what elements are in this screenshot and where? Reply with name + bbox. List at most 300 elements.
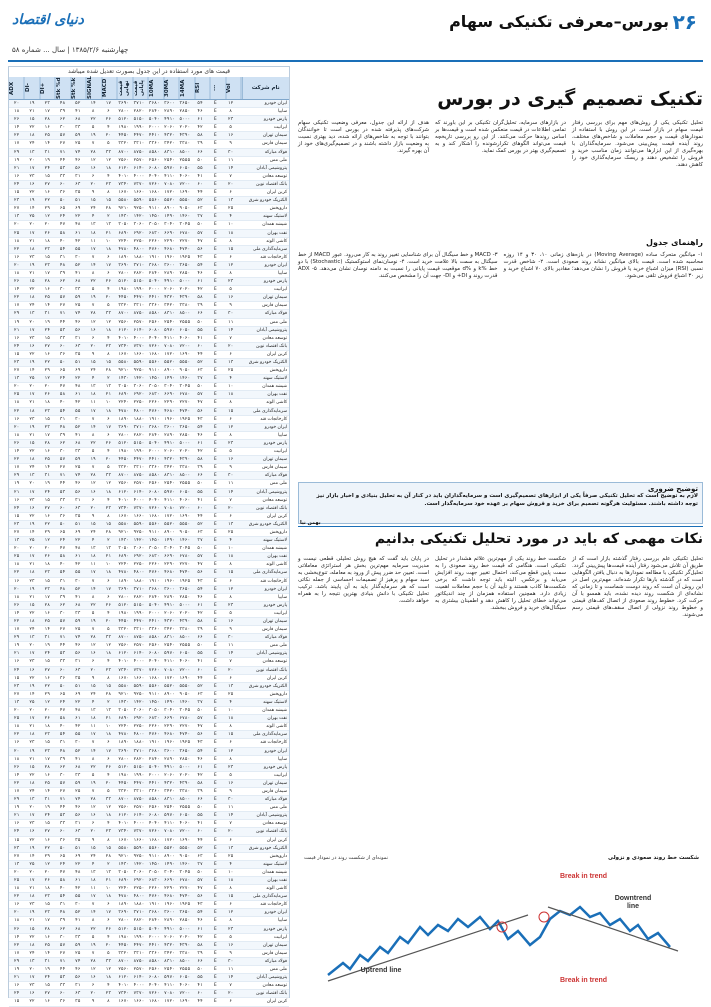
table-cell: ۵۸ — [197, 295, 203, 301]
table-cell: ۱۹ — [90, 942, 96, 948]
table-cell: ۶ — [229, 675, 232, 681]
table-cell: ۵۰ — [197, 481, 203, 487]
table-cell: ۲۲۷۰ — [179, 400, 191, 406]
table-cell: ۱۶ — [44, 675, 50, 681]
table-cell: ۸ — [91, 432, 95, 438]
table-cell: ۵۵ — [75, 246, 81, 252]
table-cell: ۱۵ — [44, 335, 50, 341]
table-cell: لاستیک‌ سهند — [263, 214, 288, 220]
table-cell: ۴۰۶۰ — [179, 983, 191, 989]
table-cell: ۲۲ — [29, 675, 35, 681]
table-cell: E — [213, 554, 217, 560]
table-cell: ۳۵ — [75, 190, 81, 196]
table-cell: بانک‌ اقتصاد نوین — [256, 667, 288, 673]
table-cell: ۴۰۴۰ — [148, 659, 160, 665]
table-cell: ۵۱۵۰ — [133, 602, 145, 608]
table-cell: ۴۰۴۰ — [148, 173, 160, 179]
table-cell: ۲۵ — [227, 368, 234, 374]
table-cell: ۲۴ — [59, 861, 66, 867]
table-cell: ۲۰ — [29, 319, 35, 325]
table-cell: E — [213, 416, 217, 422]
table-cell: ۲۷ — [13, 529, 20, 535]
table-cell: ۲۳ — [44, 101, 50, 106]
table-cell: ۳۰۵۰ — [118, 222, 130, 228]
table-cell: ۵۷ — [59, 133, 66, 139]
table-cell: ۲۱ — [29, 270, 35, 276]
table-cell: ۹۱۱۰ — [148, 853, 160, 859]
table-cell: ۴۳۹۰ — [179, 942, 191, 948]
table-cell: ۷۴ — [75, 958, 81, 964]
table-cell: ۱۹۱۰ — [148, 254, 160, 260]
table-cell: ۵۱۵۰ — [133, 764, 145, 770]
table-cell: ۴۳۹۰ — [179, 457, 191, 463]
table-cell: ۱۴۶۰ — [179, 538, 191, 544]
table-cell: ۷۴ — [75, 473, 81, 479]
table-cell: ۶۰ — [59, 667, 66, 673]
table-cell: سیمان‌ تهران — [262, 780, 288, 786]
table-cell: ۱۴۲۰ — [133, 376, 145, 382]
table-cell: ۸ — [91, 109, 95, 115]
table-cell: ۹۱۱۰ — [148, 368, 160, 374]
table-cell: ۷۳۴۰ — [118, 991, 130, 997]
table-cell: ۱۶ — [13, 821, 20, 827]
table-cell: ۶ — [106, 756, 110, 762]
table-cell: ۲۳ — [29, 335, 35, 341]
newspaper-logo: دنیای اقتصاد — [12, 12, 84, 28]
table-cell: ۱۸ — [29, 780, 35, 786]
table-cell: ۲۳ — [105, 829, 112, 835]
table-cell: E — [213, 651, 217, 657]
table-cell: ۵۷ — [197, 392, 203, 398]
article1-column: تحلیل تکنیکی یکی از روش‌های مهم برای بررسی رفتار قیمت سهام در بازار است. در این روش با استفاده از نمودارهای قیمت و حجم معاملات و شاخص‌های مختلف، روند آینده قیمت پیش‌بینی می‌شود. سرمایه‌گذاران با بهره‌گیری از این ابزارها می‌توانند زمان مناسب خرید و فروش را تشخیص دهند و ریسک سرمایه‌گذاری خود را کاهش دهند. — [572, 120, 703, 168]
table-cell: ۲۰۶۰ — [164, 934, 175, 940]
table-cell: ۱۱ — [90, 238, 96, 244]
table-cell: E — [213, 667, 217, 673]
table-cell: ۲۵ — [44, 942, 50, 948]
notice-title: توضیح ضروری — [647, 485, 698, 493]
table-cell: ۲۲۹۰ — [164, 886, 175, 892]
column-header: ADX — [9, 77, 25, 99]
table-cell: E — [213, 716, 217, 722]
table-cell: ۵۵۸۰ — [118, 198, 130, 204]
table-cell: ۱۵ — [90, 360, 96, 365]
table-cell: ۴۸۰۰ — [133, 570, 145, 576]
table-cell: ۱۶۸۰ — [148, 675, 160, 681]
table-cell: ۶۰ — [197, 343, 203, 349]
table-cell: ۲۸ — [105, 853, 112, 859]
table-cell: E — [213, 295, 217, 301]
table-cell: E — [213, 813, 217, 819]
table-cell: ۳۰ — [75, 416, 81, 422]
table-cell: ۲۷ — [44, 667, 50, 673]
table-cell: ۳۶۹۰ — [118, 748, 130, 754]
downtrend-line — [548, 907, 678, 951]
table-caption: قیمت های مورد استفاده در این جدول بصورت تعدیل شده میباشد — [67, 68, 231, 75]
table-cell: ۴۱ — [197, 983, 203, 989]
table-cell: ۲۰۲۰ — [179, 125, 191, 131]
table-cell: ۱۷ — [44, 270, 50, 276]
table-cell: ۴۰۰۰ — [133, 659, 145, 665]
table-cell: ۱۲ — [90, 967, 96, 973]
table-cell: ۱۲ — [44, 861, 50, 867]
table-cell: ۳۵ — [75, 837, 81, 843]
table-cell: ۶۰۵۰ — [179, 651, 191, 657]
table-cell: ۳۰۵۰ — [118, 708, 130, 714]
table-cell: ۳۳ — [105, 958, 112, 964]
table-cell: ۲۳ — [29, 659, 35, 665]
table-cell: E — [213, 635, 217, 641]
table-cell: ۱۷ — [44, 594, 50, 600]
table-cell: ۴۷۴۰ — [179, 570, 191, 576]
table-cell: ۶ — [229, 190, 232, 196]
table-cell: ۱۱ — [227, 643, 234, 649]
table-cell: ۴۰۴۰ — [148, 821, 160, 827]
table-cell: ۶۹ — [75, 368, 81, 374]
table-cell: ۲۰ — [105, 457, 112, 463]
table-cell: ۲۰ — [29, 222, 35, 228]
table-cell: ۱۹۲۵ — [179, 416, 191, 422]
table-cell: ۶۹۲۰ — [133, 392, 145, 398]
table-cell: ۱۸ — [105, 246, 112, 252]
table-cell: ۶۷۸۰ — [179, 554, 191, 560]
table-cell: بانک‌ اقتصاد نوین — [256, 829, 288, 835]
table-cell: ۴۴۷۰ — [133, 295, 145, 301]
table-cell: ۹ — [91, 351, 95, 357]
table-cell: ۹۰۵۰ — [179, 691, 191, 697]
table-cell: ۳۰ — [227, 473, 234, 479]
table-cell: ۵۸ — [59, 230, 66, 236]
table-cell: E — [213, 457, 217, 463]
table-cell: ۲۵۶۰ — [118, 967, 130, 973]
table-row — [9, 149, 289, 157]
table-cell: ۲۶ — [13, 926, 20, 932]
table-cell: ۴۹۱۰ — [164, 764, 175, 770]
table-cell: ۳۰۵۰ — [118, 546, 130, 552]
table-cell: ۶۳ — [197, 206, 203, 212]
table-cell: E — [213, 708, 217, 714]
table-cell: ۱۶ — [90, 327, 96, 333]
table-cell: ۱۹ — [44, 157, 50, 163]
table-cell: ۲۲۷۰ — [179, 724, 191, 730]
table-cell: E — [213, 983, 217, 989]
table-row — [9, 934, 289, 942]
table-cell: ۴۱۱۰ — [164, 659, 175, 665]
table-cell: ۴۸ — [75, 222, 81, 228]
table-cell: کربن‌ ایران — [266, 999, 288, 1005]
table-cell: ۱۹ — [44, 643, 50, 649]
table-cell: ۷۳۴۰ — [118, 829, 130, 835]
table-cell: ۲۲۴۰ — [118, 238, 130, 244]
table-cell: E — [213, 254, 217, 260]
table-cell: ۶۸ — [75, 279, 81, 285]
table-cell: ۶۸۹۰ — [118, 230, 130, 236]
table-cell: ۱۹ — [90, 780, 96, 786]
guide-column: ۱- میانگین متحرک ساده (Moving Average) در بازه‌های زمانی ۱۰، ۳۰ و ۱۴ روزه محاسبه شده است. قیمت بالای میانگین نشانه روند صعودی است. ۲- شاخص قدرت نسبی (RSI) میزان اشباع خرید یا فروش را نشان می‌دهد؛ مقادیر بالای ۷۰ اشباع خرید و زیر ۳۰ اشباع فروش تلقی می‌شود. — [503, 252, 703, 279]
table-cell: ۵۵۲۰ — [164, 521, 175, 527]
table-cell: ۱۱ — [90, 724, 96, 730]
table-cell: ۲۰ — [13, 748, 20, 754]
table-cell: ۸ — [91, 918, 95, 924]
table-cell: ۸ — [229, 109, 232, 115]
table-cell: ۱۳ — [13, 376, 20, 382]
table-cell: ۲۱ — [105, 878, 112, 883]
table-cell: ۲۲ — [90, 764, 96, 770]
table-cell: E — [213, 570, 217, 576]
table-row — [9, 950, 289, 958]
table-cell: ۳۶۵۰ — [179, 101, 191, 106]
table-row — [9, 108, 289, 116]
table-cell: ۶ — [229, 837, 232, 843]
table-row — [9, 464, 289, 472]
table-cell: ۷ — [91, 254, 95, 260]
table-cell: ۳۳ — [59, 497, 66, 503]
table-cell: ۴۳ — [197, 578, 203, 584]
table-cell: ۱۴ — [29, 206, 35, 212]
table-cell: ۵۵۲۰ — [164, 683, 175, 689]
table-cell: ۱۴۳۰ — [118, 538, 130, 544]
table-cell: ۳۴۲۰ — [164, 303, 175, 309]
table-cell: ۱۴ — [29, 529, 35, 535]
table-cell: ۱۴۵۰ — [148, 376, 160, 382]
table-cell: ۶ — [91, 173, 95, 179]
table-cell: ۷۲۶۰ — [148, 667, 160, 673]
table-cell: ۴۱۱۰ — [164, 497, 175, 503]
table-cell: ۱۲ — [227, 101, 234, 106]
table-cell: ۵۷ — [197, 554, 203, 560]
table-cell: ۱۵ — [105, 521, 112, 527]
table-cell: ۵۴ — [197, 910, 203, 916]
table-cell: لاستیک‌ سهند — [263, 538, 288, 544]
table-cell: ۴۷ — [197, 400, 203, 406]
table-cell: ۱۴ — [13, 772, 20, 778]
table-cell: ۱۴ — [44, 141, 50, 147]
table-cell: ۶۲ — [59, 764, 66, 770]
table-row — [9, 820, 289, 828]
table-cell: ۲۶ — [44, 230, 50, 236]
table-cell: ۴۱ — [75, 756, 81, 762]
table-row — [9, 715, 289, 723]
table-cell: ۱۹ — [29, 748, 35, 754]
table-cell: شیشه‌ همدان — [262, 708, 288, 714]
table-cell: ۳۷ — [197, 214, 203, 220]
table-cell: ۵۰۰۰ — [179, 117, 191, 123]
table-cell: ۸ — [229, 270, 232, 276]
table-cell: ۶۸۹۰ — [118, 554, 130, 560]
table-cell: ۶۰۸۰ — [148, 651, 160, 657]
table-cell: ۱۸ — [13, 562, 20, 568]
table-cell: ۲۰۲۰ — [179, 934, 191, 940]
table-cell: ۲۰ — [227, 181, 234, 187]
table-cell: سیمان‌ فارس — [262, 303, 288, 309]
table-cell: ۲۵۵۵ — [179, 157, 191, 163]
table-cell: ۵۵۹۰ — [133, 521, 145, 527]
table-cell: ۴ — [106, 287, 110, 293]
table-cell: ۲۴ — [29, 465, 35, 471]
table-cell: ۱۶۹۰ — [179, 675, 191, 681]
table-cell: ۵۶ — [197, 894, 203, 900]
table-cell: ۵۲ — [197, 845, 203, 851]
table-cell: ۵۱۲۰ — [118, 926, 130, 932]
table-cell: ۷ — [91, 141, 95, 147]
table-cell: ۳۶۹۰ — [118, 586, 130, 592]
table-cell: ۲۰ — [13, 910, 20, 916]
table-cell: ۱۸ — [29, 295, 35, 301]
table-cell: ۳۳۶۰ — [148, 788, 160, 794]
table-cell: ۲۸ — [90, 149, 96, 155]
table-cell: فولاد مبارکه — [264, 311, 288, 317]
table-cell: ۵۶ — [197, 570, 203, 576]
column-header: 30MA — [164, 77, 180, 99]
table-cell: ۱۶۹۰ — [179, 999, 191, 1005]
table-cell: ۲۵۶۰ — [118, 643, 130, 649]
table-cell: ۵ — [106, 141, 110, 147]
table-row — [9, 165, 289, 173]
table-cell: ۳۰ — [227, 311, 234, 317]
table-cell: ۲۲۵۰ — [133, 400, 145, 406]
table-cell: ۳۰۵۰ — [118, 869, 130, 875]
table-cell: ۵۰ — [197, 643, 203, 649]
table-cell: لاستیک‌ سهند — [263, 861, 288, 867]
table-cell: ۴۰ — [59, 886, 66, 892]
table-cell: ۸۹۰۰ — [164, 368, 175, 374]
table-cell: ۴۰۰۰ — [133, 497, 145, 503]
table-cell: ۷ — [91, 303, 95, 309]
table-cell: ۴۸ — [59, 262, 66, 268]
table-cell: ۳۳ — [105, 311, 112, 317]
table-cell: ۳۰ — [227, 635, 234, 641]
table-cell: ۲۰۰۰ — [148, 449, 160, 455]
table-cell: ۱۹۹۰ — [133, 449, 145, 455]
table-cell: ۴۳۹۰ — [179, 619, 191, 624]
table-cell: ۴۲ — [197, 610, 203, 616]
table-cell: E — [213, 141, 217, 147]
table-cell: ۲۸۵۰ — [179, 109, 191, 115]
table-cell: E — [213, 473, 217, 479]
table-cell: سیمان‌ تهران — [262, 619, 288, 624]
table-cell: نفت‌ بهران — [267, 554, 288, 560]
table-cell: ۲۱ — [13, 165, 20, 171]
table-cell: ۱۶ — [13, 578, 20, 584]
table-cell: ۹ — [229, 465, 232, 471]
table-cell: ۵۵ — [197, 651, 203, 657]
table-cell: ۱۷ — [29, 813, 35, 819]
table-cell: ۱۶۶۰ — [133, 999, 145, 1005]
table-cell: ۶۳ — [197, 853, 203, 859]
table-cell: ۲۰ — [13, 586, 20, 592]
table-cell: ۶۵ — [59, 691, 66, 697]
table-cell: سیمان‌ فارس — [262, 141, 288, 147]
table-cell: ۵۵ — [75, 570, 81, 576]
table-cell: ۱۲ — [227, 748, 234, 754]
table-cell: ۴۳۲۰ — [164, 457, 175, 463]
table-cell: ۱۴ — [29, 691, 35, 697]
table-cell: ۵ — [91, 287, 95, 293]
table-cell: فولاد مبارکه — [264, 149, 288, 155]
table-cell: ۴۸ — [75, 546, 81, 552]
table-cell: ۳۰ — [227, 149, 234, 155]
table-cell: ۲۸ — [44, 117, 50, 123]
table-cell: ۴۲ — [75, 238, 81, 244]
table-cell: کاشی‌ الوند — [266, 400, 288, 406]
table-cell: ۱۸ — [13, 594, 20, 600]
table-cell: ۱۸ — [105, 894, 112, 900]
table-cell: ۳۳۱۰ — [133, 950, 145, 956]
table-cell: E — [213, 975, 217, 981]
table-cell: ۲۳ — [227, 926, 234, 932]
table-cell: ۲۰۰۰ — [148, 125, 160, 131]
table-cell: ۲۰۲۰ — [179, 772, 191, 778]
table-cell: ۳۵ — [75, 513, 81, 519]
table-cell: داروپخش — [269, 853, 288, 859]
table-cell: ۴۹۱۰ — [164, 117, 175, 123]
table-cell: ۵۰ — [197, 869, 203, 875]
table-cell: ۱۶۸۰ — [148, 513, 160, 519]
table-cell: ۱۶ — [29, 667, 35, 673]
table-cell: ۲۰ — [90, 991, 96, 997]
table-cell: ۲۲ — [75, 538, 81, 544]
table-cell: ۴۹۱۰ — [164, 279, 175, 285]
table-cell: ۳۶۰۰ — [164, 910, 175, 916]
notice-text: لازم به توضیح است که تحلیل تکنیکی صرفاً یکی از ابزارهای تصمیم‌گیری است و سرمایه‌گذاران باید در کنار آن به تحلیل بنیادی و اخبار بازار نیز توجه داشته باشند. مسئولیت هرگونه تصمیم برای خرید و فروش سهام بر عهده خود سرمایه‌گذار است. — [316, 493, 698, 507]
table-row — [9, 982, 289, 990]
table-cell: ۶۸ — [75, 602, 81, 608]
table-cell: ۵۰ — [197, 319, 203, 325]
table-cell: ۶۲ — [59, 926, 66, 932]
table-cell: ۳۳ — [59, 659, 66, 665]
table-cell: ۸۹۰۰ — [164, 206, 175, 212]
table-cell: E — [213, 740, 217, 746]
table-cell: ۳۰۴۵ — [179, 708, 191, 714]
table-cell: ۲۵۶۰ — [148, 481, 160, 487]
header-rule — [8, 60, 703, 62]
table-cell: ۳۰ — [59, 125, 66, 131]
table-cell: ۱۲ — [44, 214, 50, 220]
article2-title: نکات مهمی که باید در مورد تحلیل تکنیکی بدانیم — [298, 526, 703, 555]
table-cell: ۴۱ — [75, 109, 81, 115]
table-cell: ۲۱ — [29, 562, 35, 568]
table-cell: ۲۸ — [105, 691, 112, 697]
table-cell: ۱۶ — [90, 651, 96, 657]
table-cell: ۱۳ — [105, 869, 112, 875]
table-row — [9, 230, 289, 238]
table-cell: E — [213, 109, 217, 115]
table-cell: ۱۸ — [227, 878, 234, 883]
table-row — [9, 399, 289, 407]
table-cell: ایران‌ خودرو — [264, 262, 288, 268]
table-cell: ۶۵ — [59, 529, 66, 535]
table-row — [9, 262, 289, 270]
table-cell: توسعه‌ معادن — [262, 335, 288, 341]
table-cell: ۲۸۵۰ — [179, 918, 191, 924]
table-cell: ۱۵ — [29, 602, 35, 608]
table-cell: ۲۵ — [44, 133, 50, 139]
table-cell: ۷۰۸۰ — [164, 343, 175, 349]
table-cell: ۲۸ — [44, 926, 50, 932]
table-cell: پتروشیمی‌ آبادان — [256, 975, 288, 981]
table-cell: کاشی‌ الوند — [266, 724, 288, 730]
table-cell: ۵۵۸۰ — [118, 845, 130, 851]
figure-caption: شکست خط روند صعودی و نزولی — [608, 855, 699, 861]
table-cell: نفت‌ بهران — [267, 230, 288, 236]
table-cell: E — [213, 173, 217, 179]
table-cell: ۲۳ — [13, 360, 20, 365]
table-cell: ۵ — [106, 788, 110, 794]
table-cell: فولاد مبارکه — [264, 958, 288, 964]
table-cell: ۴۸۰۰ — [133, 732, 145, 738]
table-cell: ۸ — [106, 675, 110, 681]
table-cell: ۶۳ — [75, 505, 81, 511]
table-cell: ۷۳۴۰ — [118, 181, 130, 187]
